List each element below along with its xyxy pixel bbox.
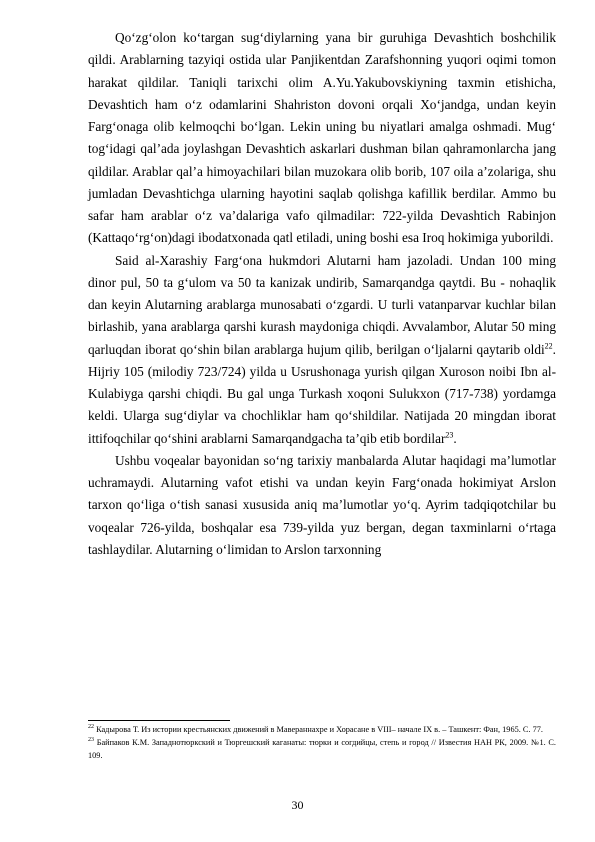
main-text [88,27,556,561]
footnote-ref-22[interactable]: 22 [544,341,553,351]
footnotes [88,723,556,762]
paragraph-2-part-a: Said al-Xarashiy Farg‘ona hukmdori Alutarni ham jazoladi. Undan 100 ming dinor pul, 50 ta g‘ulom va 50 ta kanizak undirib, Samarqandga qaytdi. Bu - nohaqlik dan keyin Alutarning arablarga munosabati o‘zgardi. U turli vatanparvar kuchlar bilan birlashib, yana arablarga qarshi kurash maydoniga chiqdi. Avvalambor, Alutar 50 ming qarluqdan iborat qo‘shin bilan arablarga hujum qilib, berilgan o‘ljalarni qaytarib oldi [88,252,556,357]
paragraph-2 [88,250,556,450]
paragraph-2-part-c: . [453,430,457,446]
footnote-ref-23[interactable]: 23 [445,430,454,440]
footnote-text: Кадырова Т. Из истории крестьянских движений в Мавераннахре и Хорасане в VIII– начале IX в. – Ташкент: Фан, 1965. С. 77. [96,725,543,734]
paragraph-3: Ushbu voqealar bayonidan so‘ng tarixiy manbalarda Alutar haqidagi ma’lumotlar uchramaydi. Alutarning vafot etishi va undan keyin Farg‘onada hokimiyat Arslon tarxon qo‘liga o‘tish sanasi xususida aniq ma’lumotlar yo‘q. Ayrim tadqiqotchilar bu voqealar 726-yilda, boshqalar esa 739-yilda yuz bergan, degan taxminlarni o‘rtaga tashlaydilar. Alutarning o‘limidan to Arslon tarxonning [88,452,556,557]
footnote-text: Байпаков К.М. Западнотюркский и Тюргешский каганаты: тюрки и согдийцы, степь и город // Известия НАН РК, 2009. №1. С. 109. [88,738,557,760]
footnote-number: 23 [88,737,94,744]
footnote-22 [88,723,556,736]
footnote-separator [88,720,230,721]
page-number: 30 [291,798,304,812]
footnote-23 [88,736,556,762]
footnote-number: 22 [88,724,94,731]
paragraph-2-part-b: . Hijriy 105 (milodiy 723/724) yilda u Usrushonaga yurish qilgan Xuroson noibi Ibn al-Kulabiyga qarshi chiqdi. Bu gal unga Turkash xoqoni Sulukxon (717-738) yordamga keldi. Ularga sug‘diylar va chochliklar ham qo‘shildilar. Natijada 20 mingdan iborat ittifoqchilar qo‘shini arablarni Samarqandgacha ta’qib etib bordilar [88,341,556,446]
paragraph-1: Qo‘zg‘olon ko‘targan sug‘diylarning yana bir guruhiga Devashtich boshchilik qildi. Arablarning tazyiqi ostida ular Panjikentdan Zarafshonning yuqori oqimi tomon harakat qildilar. Taniqli tarixchi olim A.Yu.Yakubovskiyning taxmin etishicha, Devashtich ham o‘z odamlarini Shahriston dovoni orqali Xo‘jandga, undan keyin Farg‘onaga olib kelmoqchi bo‘lgan. Lekin uning bu niyatlari amalga oshmadi. Mug‘ tog‘idagi qal’ada joylashgan Devashtich askarlari dushman bilan qahramonlarcha jang qildilar. Arablar qal’a himoyachilari bilan muzokara olib borib, 107 oila a’zolariga, shu jumladan Devashtichga ularning hayotini saqlab qolishga kafillik berdilar. Ammo bu safar ham arablar o‘z va’dalariga vafo qilmadilar: 722-yilda Devashtich Rabinjon (Kattaqo‘rg‘on)dagi ibodatxonada qatl etiladi, uning boshi esa Iroq hokimiga yuborildi. [88,30,556,246]
